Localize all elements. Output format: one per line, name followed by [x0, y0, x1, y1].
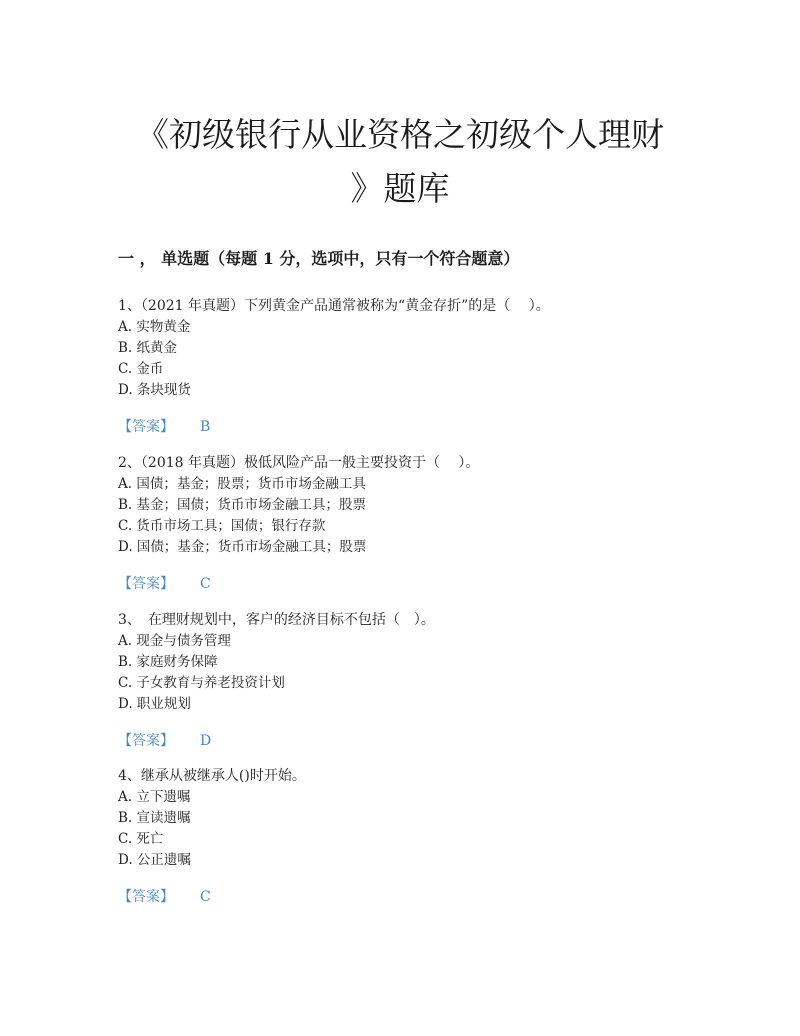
answer-line	[118, 887, 698, 908]
answer-label: 【答案】	[118, 419, 174, 435]
answer-label: 【答案】	[118, 733, 174, 749]
document-title	[100, 108, 700, 216]
option-d: D. 国债；基金；货币市场金融工具；股票	[118, 539, 367, 555]
option-d: D. 条块现货	[118, 382, 191, 398]
option-a: A. 立下遗嘱	[118, 789, 191, 805]
question-stem: 3、 在理财规划中，客户的经济目标不包括（ ）。	[118, 612, 435, 628]
option-a: A. 实物黄金	[118, 319, 191, 335]
option-b: B. 宣读遗嘱	[118, 810, 191, 826]
question-stem: 4、继承从被继承人()时开始。	[118, 768, 306, 784]
answer-value: B	[200, 419, 211, 435]
answer-value: D	[200, 733, 212, 749]
option-c: C. 子女教育与养老投资计划	[118, 675, 285, 691]
option-b: B. 纸黄金	[118, 340, 178, 356]
option-b: B. 家庭财务保障	[118, 654, 218, 670]
option-c: C. 金币	[118, 361, 164, 377]
answer-line	[118, 574, 698, 595]
question-2	[118, 453, 698, 595]
option-d: D. 公正遗嘱	[118, 852, 191, 868]
option-d: D. 职业规划	[118, 696, 191, 712]
option-c: C. 货币市场工具；国债；银行存款	[118, 518, 326, 534]
option-c: C. 死亡	[118, 831, 164, 847]
document-title-line-2: 》题库	[350, 169, 450, 208]
section-heading: 一 ， 单选题（每题 1 分，选项中，只有一个符合题意）	[118, 249, 520, 268]
answer-value: C	[200, 576, 211, 592]
document-title-line-1: 《初级银行从业资格之初级个人理财	[136, 115, 664, 154]
question-4	[118, 766, 698, 908]
question-1	[118, 296, 698, 438]
answer-line	[118, 417, 698, 438]
option-b: B. 基金；国债；货币市场金融工具；股票	[118, 497, 367, 513]
answer-line	[118, 731, 698, 752]
option-a: A. 现金与债务管理	[118, 633, 231, 649]
answer-value: C	[200, 889, 211, 905]
option-a: A. 国债；基金；股票；货币市场金融工具	[118, 476, 366, 492]
question-stem: 2、（2018 年真题）极低风险产品一般主要投资于（ ）。	[118, 455, 480, 471]
answer-label: 【答案】	[118, 576, 174, 592]
answer-label: 【答案】	[118, 889, 174, 905]
question-3	[118, 610, 698, 752]
question-stem: 1、（2021 年真题）下列黄金产品通常被称为“黄金存折”的是（ ）。	[118, 298, 550, 314]
